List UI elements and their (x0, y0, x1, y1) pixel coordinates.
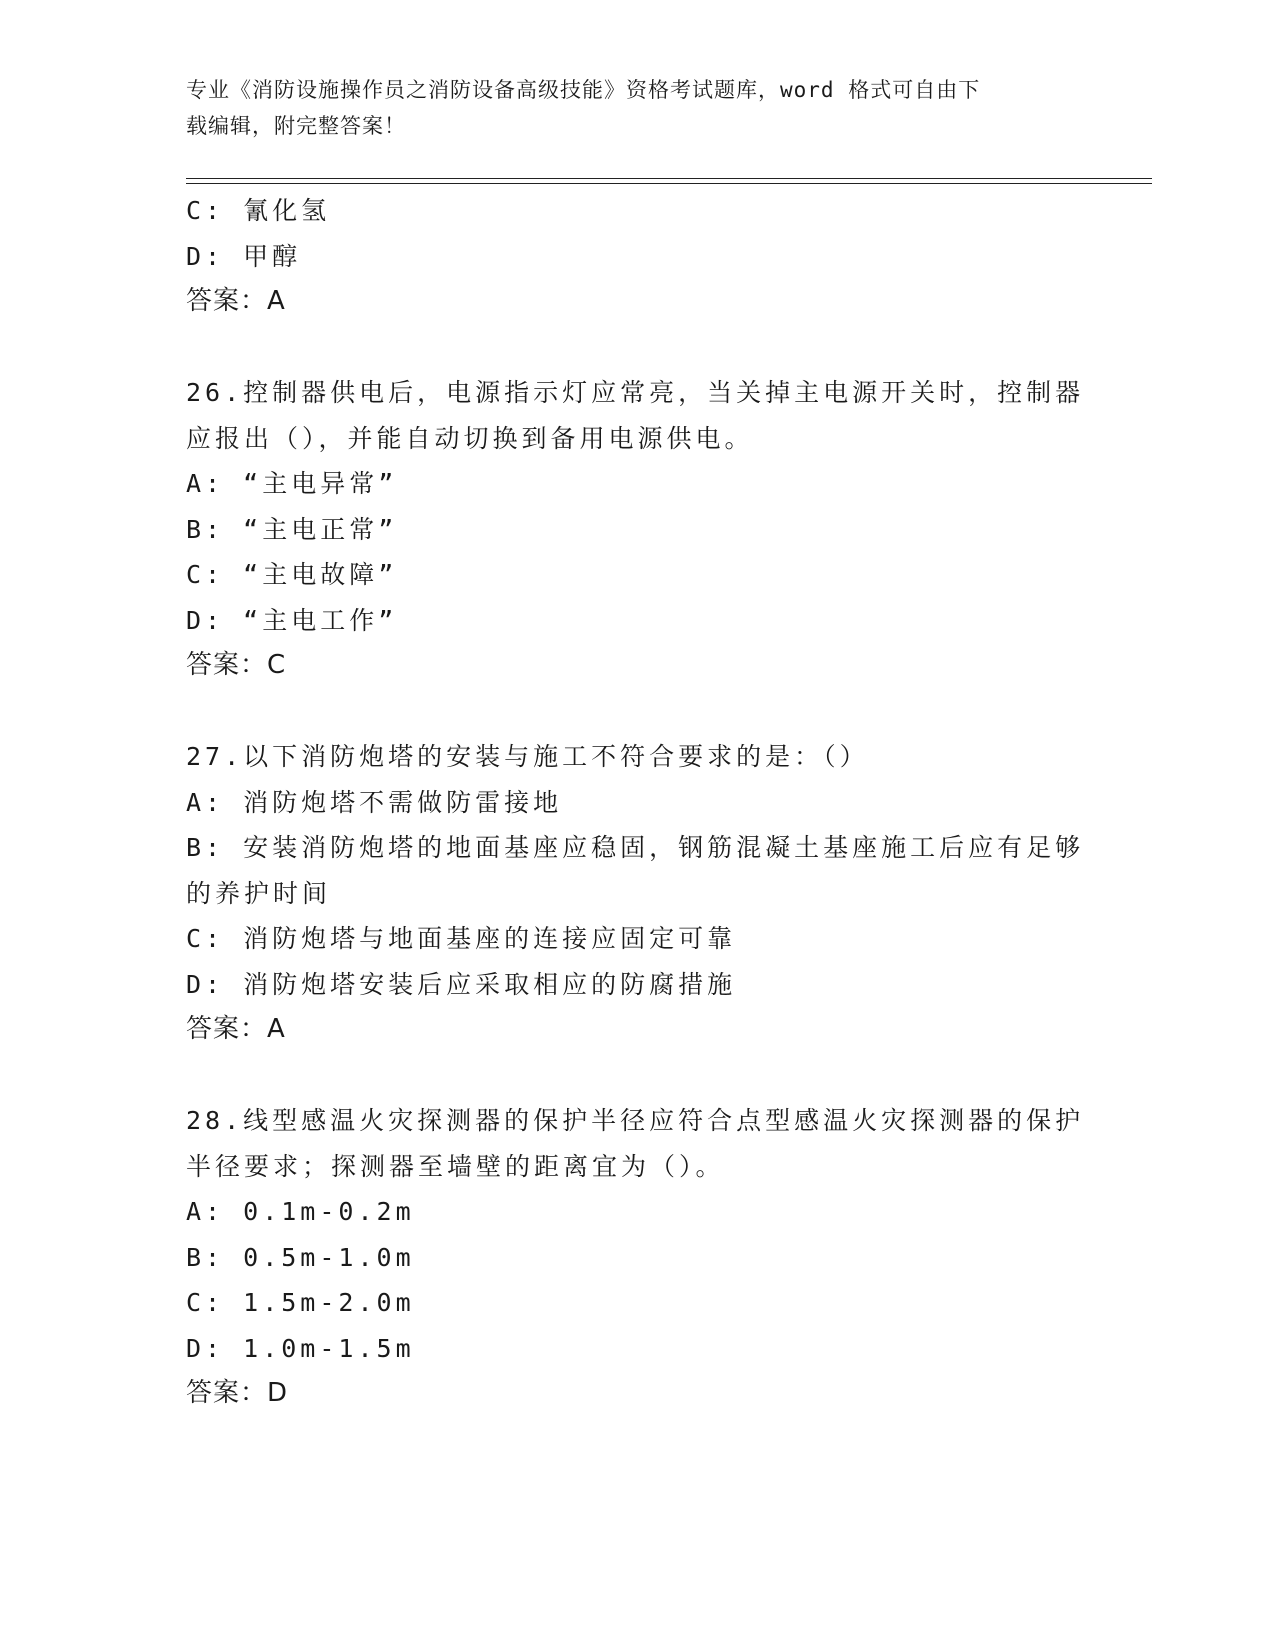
header-note (186, 72, 1086, 144)
option-b: B: “主电正常” (186, 514, 398, 544)
question-list (186, 188, 1086, 1417)
option-a: A: “主电异常” (186, 469, 398, 498)
option-d: D: 甲醇 (186, 241, 302, 271)
option-c: C: 消防炮塔与地面基座的连接应固定可靠 (186, 924, 737, 953)
option-c: C: 1.5m-2.0m (186, 1288, 415, 1317)
answer-line: 答案：A (186, 286, 286, 316)
question-stem-line: 26.控制器供电后，电源指示灯应常亮，当关掉主电源开关时，控制器 (186, 378, 1085, 407)
header-divider (186, 183, 1152, 184)
option-b-continued: 的养护时间 (186, 878, 332, 908)
header-note-line: 专业《消防设施操作员之消防设备高级技能》资格考试题库，word 格式可自由下 (186, 78, 981, 102)
spacer (186, 325, 1086, 371)
option-c: C: “主电故障” (186, 560, 398, 589)
previous-question-tail (186, 188, 1086, 325)
option-a: A: 0.1m-0.2m (186, 1197, 415, 1226)
option-a: A: 消防炮塔不需做防雷接地 (186, 787, 563, 817)
question-stem-line: 27.以下消防炮塔的安装与施工不符合要求的是：（） (186, 742, 869, 771)
option-c: C: 氰化氢 (186, 196, 331, 225)
question-27 (186, 734, 1086, 1053)
question-stem-line: 半径要求；探测器至墙壁的距离宜为（）。 (186, 1151, 725, 1181)
option-d: D: 1.0m-1.5m (186, 1333, 415, 1363)
answer-line: 答案：D (186, 1378, 289, 1408)
question-28 (186, 1098, 1086, 1417)
header-divider (186, 178, 1152, 179)
option-b: B: 安装消防炮塔的地面基座应稳固，钢筋混凝土基座施工后应有足够 (186, 833, 1085, 862)
answer-line: 答案：C (186, 650, 287, 680)
question-stem-line: 应报出（），并能自动切换到备用电源供电。 (186, 423, 754, 453)
spacer (186, 689, 1086, 735)
question-26 (186, 370, 1086, 689)
spacer (186, 1053, 1086, 1099)
option-d: D: 消防炮塔安装后应采取相应的防腐措施 (186, 969, 737, 999)
question-stem-line: 28.线型感温火灾探测器的保护半径应符合点型感温火灾探测器的保护 (186, 1106, 1085, 1135)
answer-line: 答案：A (186, 1014, 286, 1044)
option-d: D: “主电工作” (186, 605, 398, 635)
header-note-line: 载编辑，附完整答案！ (186, 114, 406, 138)
option-b: B: 0.5m-1.0m (186, 1242, 415, 1272)
